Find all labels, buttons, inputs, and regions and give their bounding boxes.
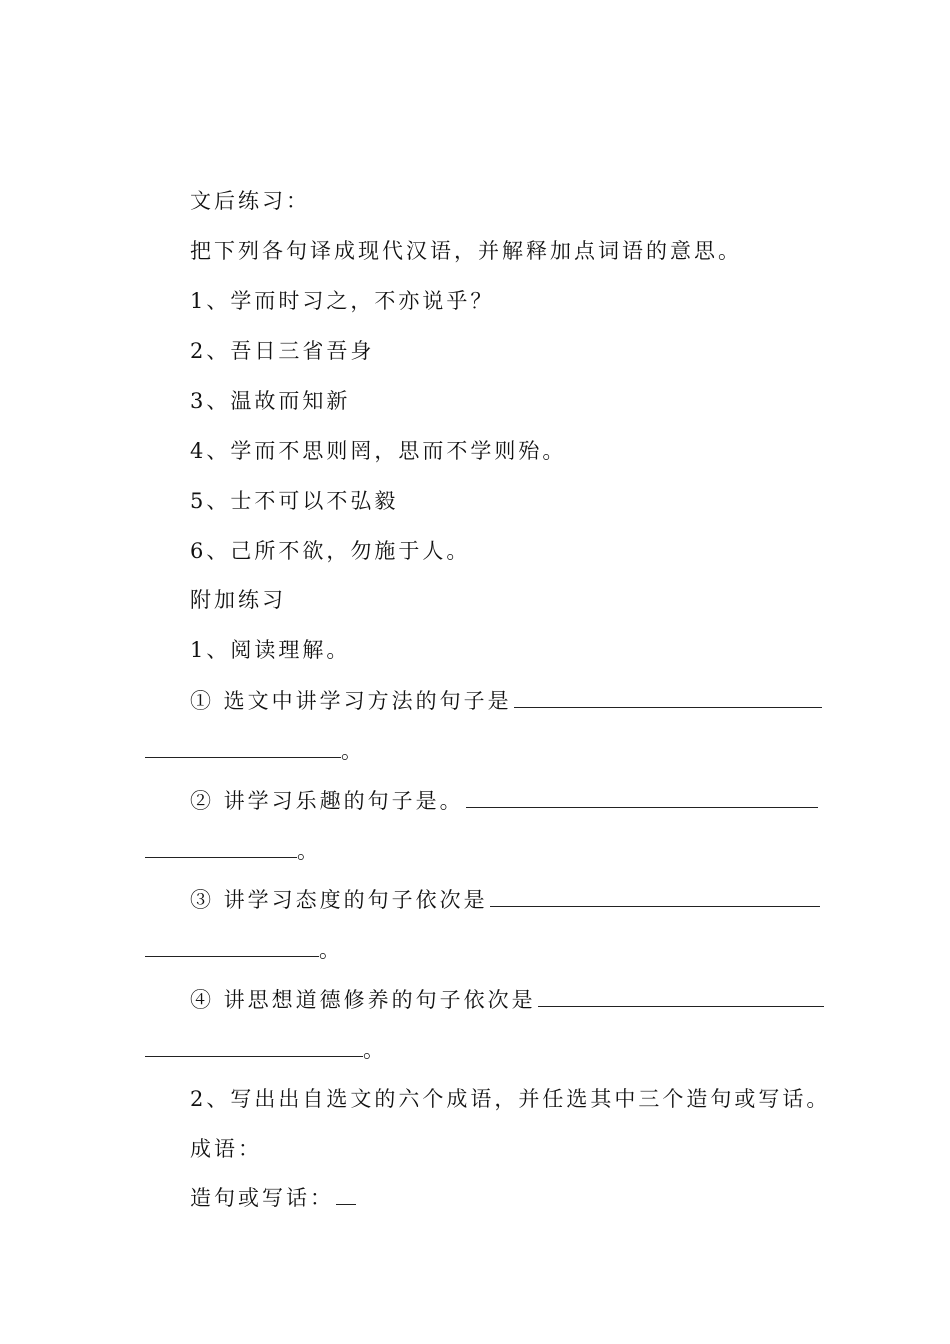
sentence-item: 4、学而不思则罔，思而不学则殆。	[190, 439, 567, 463]
question-2	[190, 786, 818, 816]
question-4-continued	[145, 1035, 387, 1065]
answer-blank[interactable]	[145, 1038, 363, 1057]
question-prompt: ④ 讲思想道德修养的句子依次是	[190, 988, 536, 1012]
reading-heading: 1、阅读理解。	[190, 638, 351, 662]
question-end: 。	[319, 938, 343, 962]
idiom-task: 2、写出出自选文的六个成语，并任选其中三个造句或写话。	[190, 1087, 831, 1111]
sentence-item: 3、温故而知新	[190, 389, 351, 413]
answer-blank[interactable]	[145, 839, 297, 858]
answer-blank[interactable]	[538, 988, 824, 1007]
sentence-item: 6、己所不欲，勿施于人。	[190, 539, 471, 563]
question-end: 。	[363, 1038, 387, 1062]
question-3	[190, 885, 820, 915]
question-end: 。	[297, 839, 321, 863]
section-heading: 文后练习：	[190, 189, 310, 213]
answer-blank[interactable]	[336, 1186, 356, 1205]
extra-heading: 附加练习	[190, 588, 286, 612]
answer-blank[interactable]	[514, 689, 822, 708]
question-3-continued	[145, 935, 343, 965]
question-end: 。	[341, 739, 365, 763]
question-1	[190, 686, 822, 716]
idiom-label: 成语：	[190, 1137, 262, 1161]
question-2-continued	[145, 836, 321, 866]
answer-blank[interactable]	[490, 888, 820, 907]
sentence-writing-line	[190, 1183, 356, 1213]
answer-blank[interactable]	[145, 739, 341, 758]
question-4	[190, 985, 824, 1015]
sentence-item: 2、吾日三省吾身	[190, 339, 375, 363]
sentence-item: 5、士不可以不弘毅	[190, 489, 399, 513]
question-prompt: ① 选文中讲学习方法的句子是	[190, 689, 512, 713]
answer-blank[interactable]	[466, 789, 818, 808]
question-prompt: ② 讲学习乐趣的句子是。	[190, 789, 464, 813]
answer-blank[interactable]	[145, 938, 319, 957]
sentence-item: 1、学而时习之，不亦说乎？	[190, 289, 495, 313]
question-1-continued	[145, 736, 365, 766]
sentence-label: 造句或写话：	[190, 1186, 334, 1210]
question-prompt: ③ 讲学习态度的句子依次是	[190, 888, 488, 912]
instruction-text: 把下列各句译成现代汉语，并解释加点词语的意思。	[190, 239, 742, 263]
